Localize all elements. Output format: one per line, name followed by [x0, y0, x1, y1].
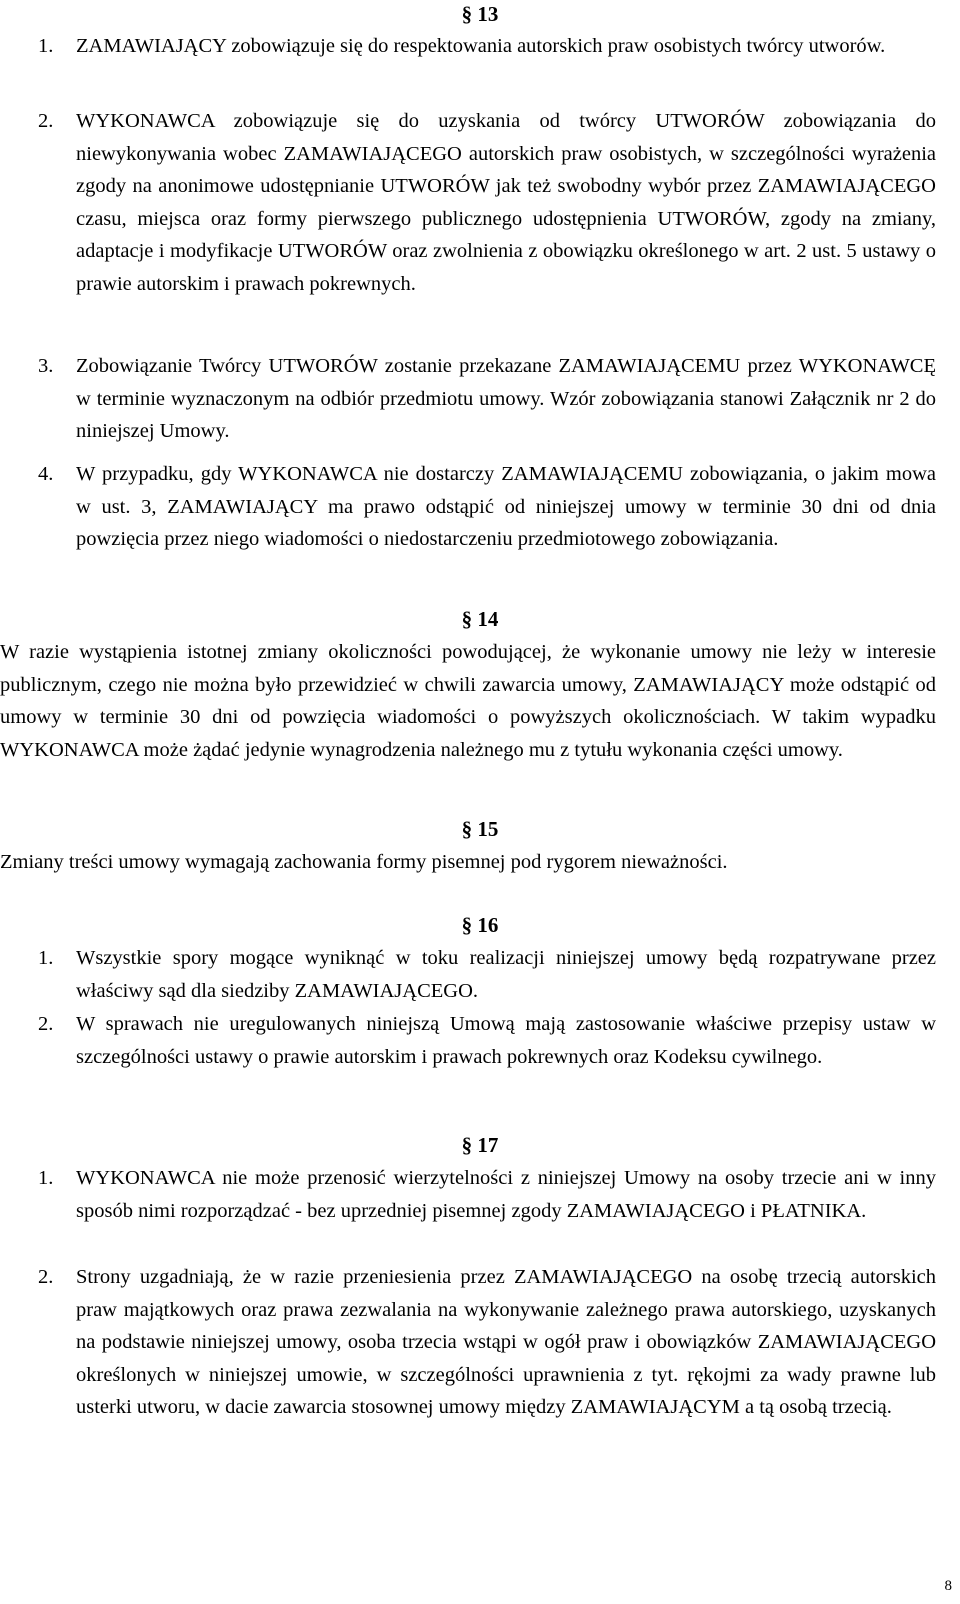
item-number: 1. — [38, 35, 54, 57]
item-number: 4. — [38, 463, 54, 485]
item-number: 1. — [38, 1167, 54, 1189]
item-number: 3. — [38, 355, 54, 377]
item-number: 2. — [38, 1266, 54, 1288]
item-text: Wszystkie spory mogące wyniknąć w toku realizacji niniejszej umowy będą rozpatrywane przez właściwy sąd dla siedziby ZAMAWIAJĄCEGO. — [76, 947, 936, 1002]
item-text: Zobowiązanie Twórcy UTWORÓW zostanie przekazane ZAMAWIAJĄCEMU przez WYKONAWCĘ w terminie wyznaczonym na odbiór przedmiotu umowy. Wzór zobowiązania stanowi Załącznik nr 2 do niniejszej Umowy. — [76, 355, 936, 442]
item-number: 2. — [38, 1013, 54, 1035]
item-text: W sprawach nie uregulowanych niniejszą Umową mają zastosowanie właściwe przepisy ustaw w szczególności ustawy o prawie autorskim i prawach pokrewnych oraz Kodeksu cywilnego. — [76, 1013, 936, 1068]
section-14-text: W razie wystąpienia istotnej zmiany okoliczności powodującej, że wykonanie umowy nie leży w interesie publicznym, czego nie można było przewidzieć w chwili zawarcia umowy, ZAMAWIAJĄCY może odstąpić od umowy w terminie 30 dni od powzięcia wiadomości o powyższych okolicznościach. W takim wypadku WYKONAWCA może żądać jedynie wynagrodzenia należnego mu z tytułu wykonania części umowy. — [0, 641, 936, 761]
section-13-heading: § 13 — [461, 2, 499, 26]
section-17-heading: § 17 — [461, 1133, 499, 1157]
item-text: WYKONAWCA zobowiązuje się do uzyskania od twórcy UTWORÓW zobowiązania do niewykonywania wobec ZAMAWIAJĄCEGO autorskich praw osobistych, w szczególności wyrażenia zgody na anonimowe udostępnianie UTWORÓW jak też swobodny wybór przez ZAMAWIAJĄCEGO czasu, miejsca oraz formy pierwszego publicznego udostępnienia UTWORÓW, zgody na zmiany, adaptacje i modyfikacje UTWORÓW oraz zwolnienia z obowiązku określonego w art. 2 ust. 5 ustawy o prawie autorskim i prawach pokrewnych. — [76, 110, 936, 295]
section-15-heading: § 15 — [461, 817, 499, 841]
item-text: Strony uzgadniają, że w razie przeniesienia przez ZAMAWIAJĄCEGO na osobę trzecią autorskich praw majątkowych oraz prawa zezwalania na wykonywanie zależnego prawa autorskiego, uzyskanych na podstawie niniejszej umowy, osoba trzecia wstąpi w ogół praw i obowiązków ZAMAWIAJĄCEGO określonych w niniejszej umowie, w szczególności uprawnienia z tyt. rękojmi za wady prawne lub usterki utworu, w dacie zawarcia stosownej umowy między ZAMAWIAJĄCYM a tą osobą trzecią. — [76, 1266, 936, 1418]
section-16-heading: § 16 — [461, 913, 499, 937]
page-number: 8 — [944, 1578, 952, 1594]
item-number: 1. — [38, 947, 54, 969]
item-number: 2. — [38, 110, 54, 132]
section-14-heading: § 14 — [461, 607, 499, 631]
item-text: WYKONAWCA nie może przenosić wierzytelności z niniejszej Umowy na osoby trzecie ani w inny sposób nimi rozporządzać - bez uprzedniej pisemnej zgody ZAMAWIAJĄCEGO i PŁATNIKA. — [76, 1167, 936, 1222]
item-text: W przypadku, gdy WYKONAWCA nie dostarczy ZAMAWIAJĄCEMU zobowiązania, o jakim mowa w ust. 3, ZAMAWIAJĄCY ma prawo odstąpić od niniejszej umowy w terminie 30 dni od dnia powzięcia przez niego wiadomości o niedostarczeniu przedmiotowego zobowiązania. — [76, 463, 936, 550]
item-text: ZAMAWIAJĄCY zobowiązuje się do respektowania autorskich praw osobistych twórcy utworów. — [76, 35, 886, 57]
section-15-text: Zmiany treści umowy wymagają zachowania formy pisemnej pod rygorem nieważności. — [0, 851, 728, 873]
